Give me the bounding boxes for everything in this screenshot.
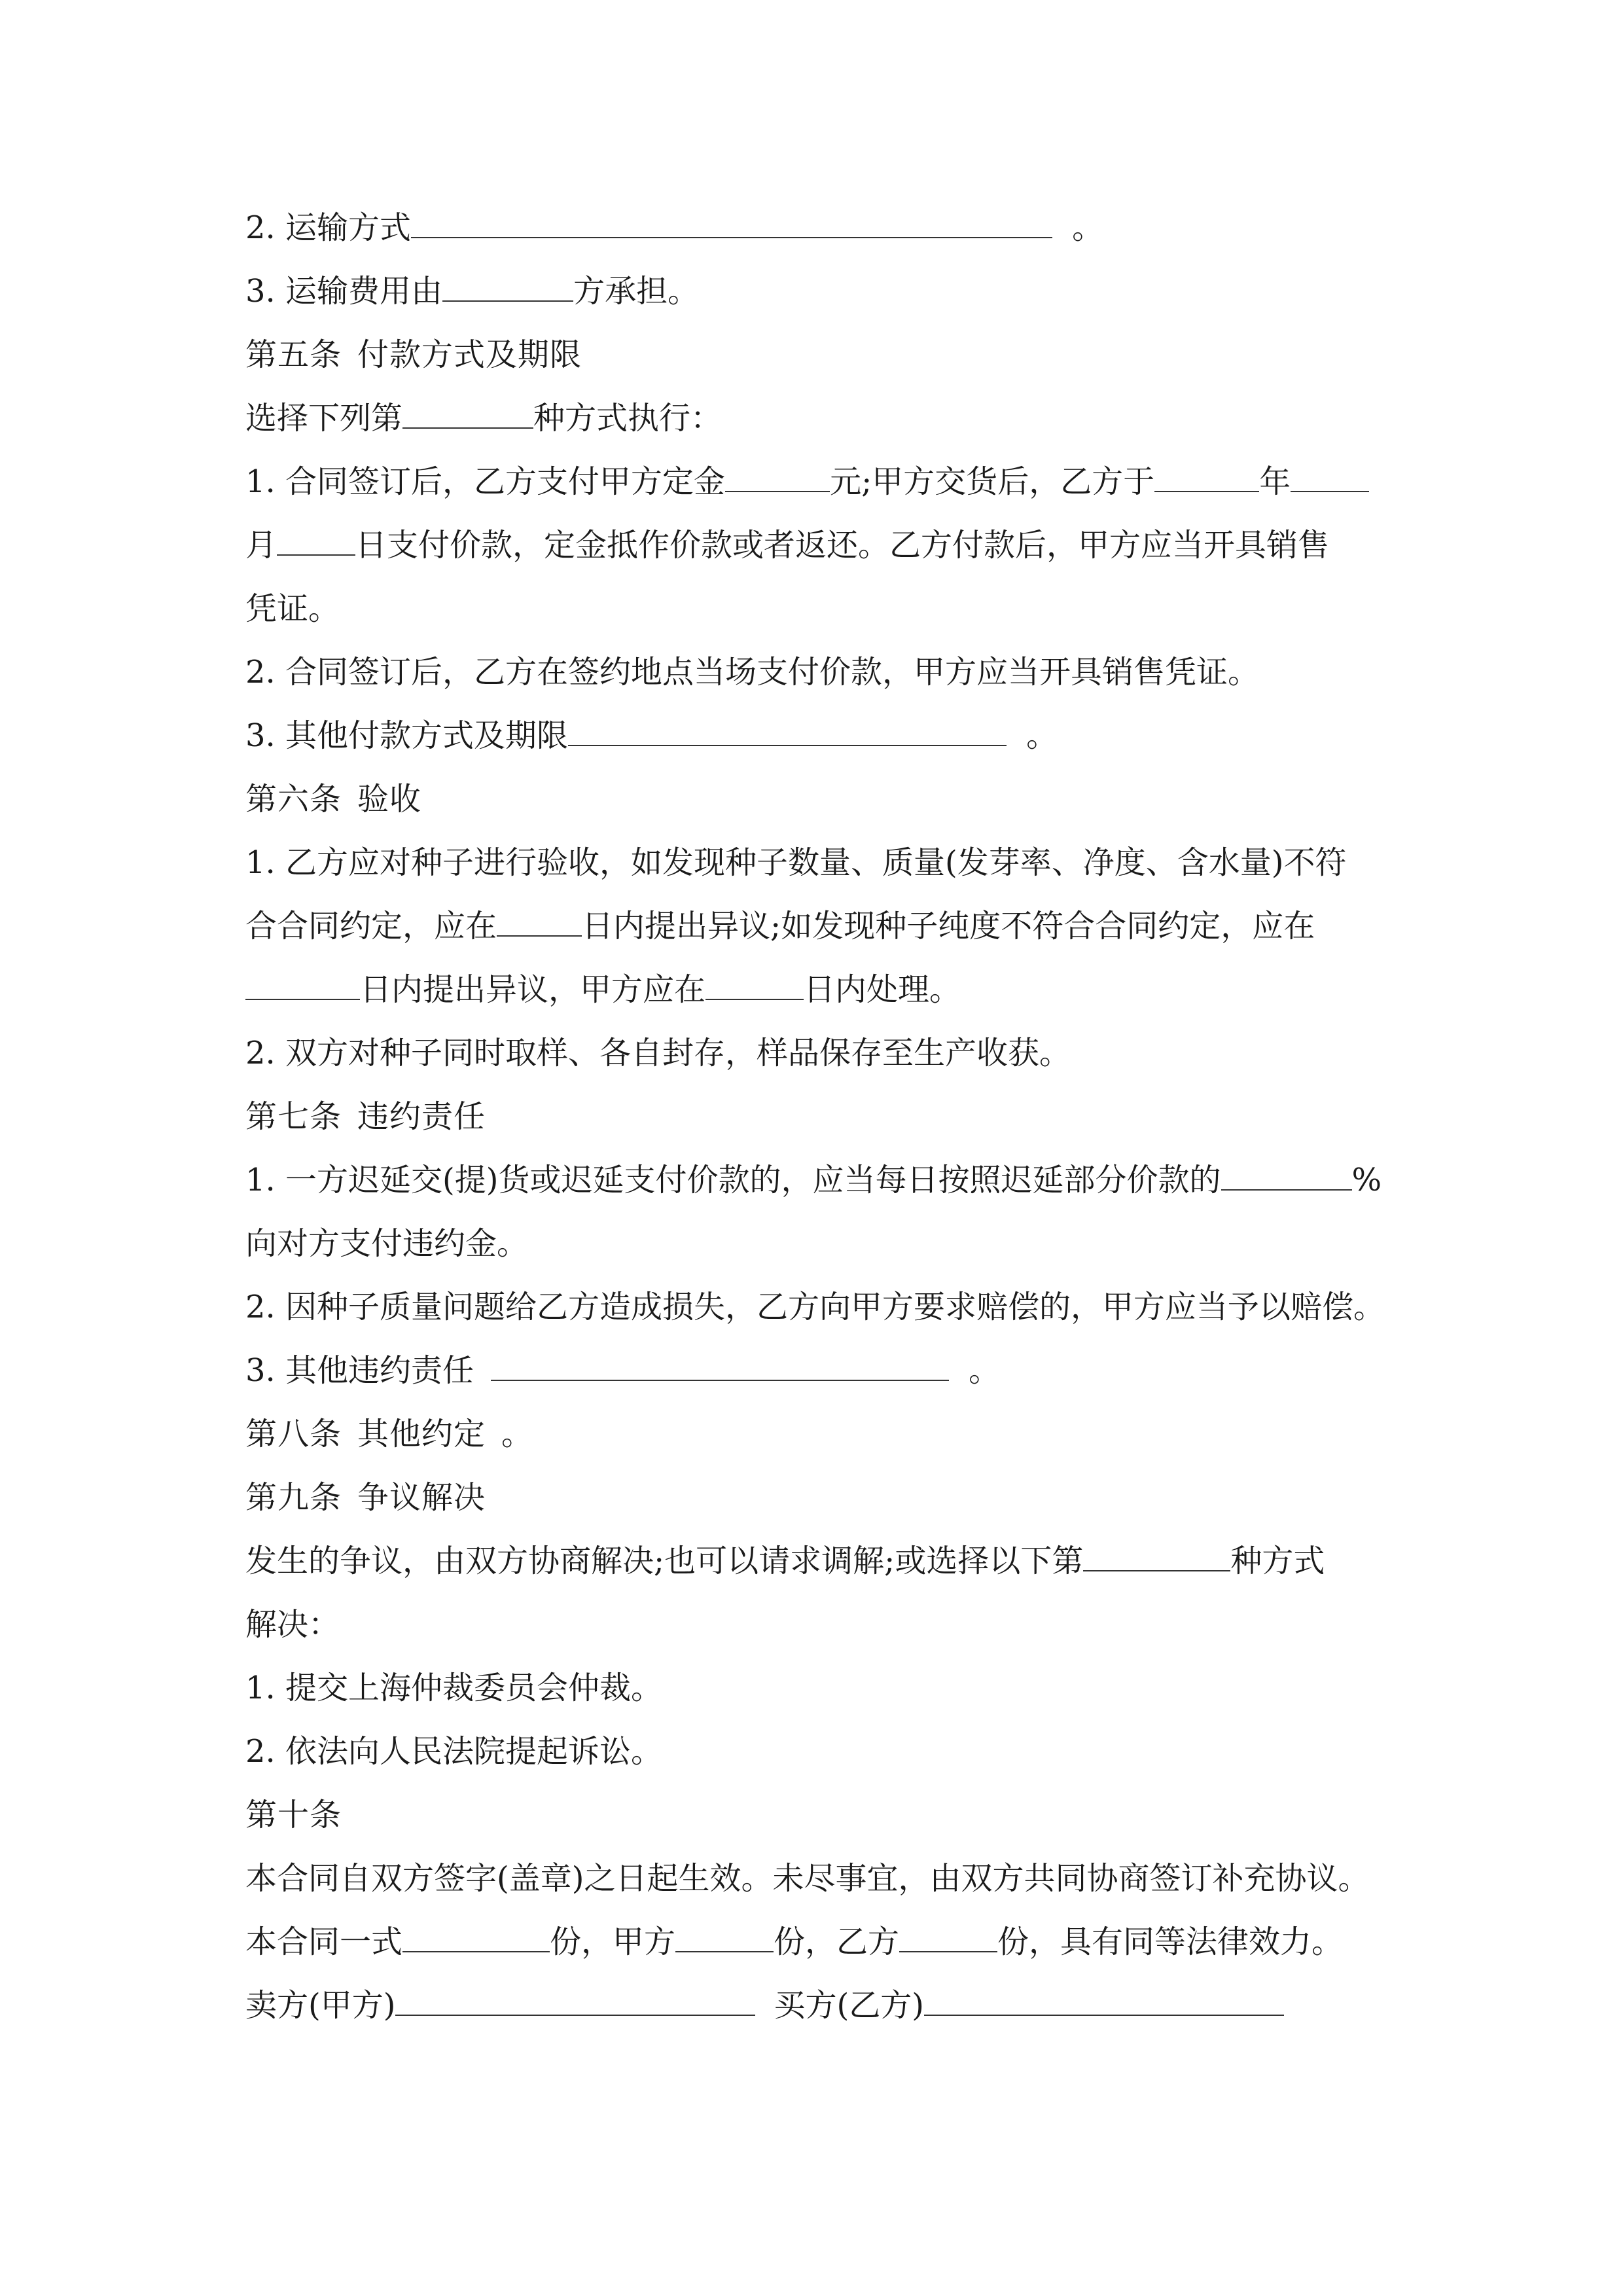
article6-title: 第六条 验收: [245, 781, 422, 817]
article10-title: 第十条: [245, 1797, 342, 1833]
inspection-item1-line2: 合合同约定，应在 日内提出异议;如发现种子纯度不符合合同约定，应在: [245, 908, 1315, 944]
payment-year-blank[interactable]: [1154, 462, 1259, 492]
objection-days-blank-1[interactable]: [497, 906, 582, 937]
liability-item2-line: 2. 因种子质量问题给乙方造成损失，乙方向甲方要求赔偿的，甲方应当予以赔偿。: [245, 1289, 1385, 1325]
objection-days-blank-2[interactable]: [245, 970, 360, 1000]
penalty-rate-blank[interactable]: [1221, 1160, 1352, 1191]
dispute-text-line2: 解决：: [245, 1606, 340, 1643]
payment-item2-line: 2. 合同签订后，乙方在签约地点当场支付价款，甲方应当开具销售凭证。: [245, 654, 1260, 691]
article8-title: 第八条 其他约定 。: [245, 1416, 534, 1452]
effective-text-line: 本合同自双方签字(盖章)之日起生效。未尽事宜，由双方共同协商签订补充协议。: [245, 1860, 1370, 1897]
party-a-copies-blank[interactable]: [675, 1922, 774, 1952]
payment-select-line: 选择下列第 种方式执行：: [245, 400, 722, 437]
payment-item3-line: 3. 其他付款方式及期限 。: [245, 717, 1058, 754]
article9-title: 第九条 争议解决: [245, 1479, 486, 1516]
liability-item1-line2: 向对方支付违约金。: [245, 1225, 529, 1262]
article7-title: 第七条 违约责任: [245, 1098, 486, 1135]
signature-line: 卖方(甲方) 买方(乙方): [245, 1986, 1284, 2025]
dispute-item1-line: 1. 提交上海仲裁委员会仲裁。: [245, 1670, 663, 1706]
other-liability-blank[interactable]: [491, 1351, 949, 1381]
transport-method-line: 2. 运输方式 。: [245, 209, 1104, 246]
other-payment-blank[interactable]: [568, 716, 1007, 746]
payment-month-blank[interactable]: [1291, 462, 1369, 492]
article5-title: 第五条 付款方式及期限: [245, 336, 582, 373]
transport-cost-line: 3. 运输费用由 方承担。: [245, 273, 700, 310]
transport-method-blank[interactable]: [411, 208, 1052, 238]
payment-day-blank[interactable]: [277, 526, 355, 556]
copies-line: 本合同一式 份，甲方 份，乙方 份，具有同等法律效力。: [245, 1924, 1344, 1960]
inspection-item2-line: 2. 双方对种子同时取样、各自封存，样品保存至生产收获。: [245, 1035, 1071, 1071]
dispute-item2-line: 2. 依法向人民法院提起诉讼。: [245, 1733, 663, 1770]
party-b-copies-blank[interactable]: [899, 1922, 997, 1952]
deposit-amount-blank[interactable]: [725, 462, 830, 492]
buyer-signature-blank[interactable]: [924, 1986, 1284, 2016]
dispute-text-line1: 发生的争议，由双方协商解决;也可以请求调解;或选择以下第 种方式: [245, 1543, 1325, 1579]
liability-item3-line: 3. 其他违约责任 。: [245, 1352, 1001, 1389]
payment-option-blank[interactable]: [402, 399, 533, 429]
total-copies-blank[interactable]: [402, 1922, 550, 1952]
inspection-item1-line3: 日内提出异议，甲方应在 日内处理。: [245, 970, 961, 1009]
inspection-item1-line1: 1. 乙方应对种子进行验收，如发现种子数量、质量(发芽率、净度、含水量)不符: [245, 844, 1347, 881]
liability-item1-line1: 1. 一方迟延交(提)货或迟延支付价款的，应当每日按照迟延部分价款的 %: [245, 1162, 1382, 1198]
payment-item1-line3: 凭证。: [245, 590, 340, 627]
handling-days-blank[interactable]: [705, 970, 804, 1000]
payment-item1-line2: 月 日支付价款，定金抵作价款或者返还。乙方付款后，甲方应当开具销售: [245, 527, 1330, 564]
transport-cost-party-blank[interactable]: [442, 272, 573, 302]
dispute-option-blank[interactable]: [1083, 1541, 1230, 1571]
seller-signature-blank[interactable]: [395, 1986, 755, 2016]
payment-item1-line1: 1. 合同签订后，乙方支付甲方定金 元;甲方交货后，乙方于 年: [245, 462, 1369, 501]
